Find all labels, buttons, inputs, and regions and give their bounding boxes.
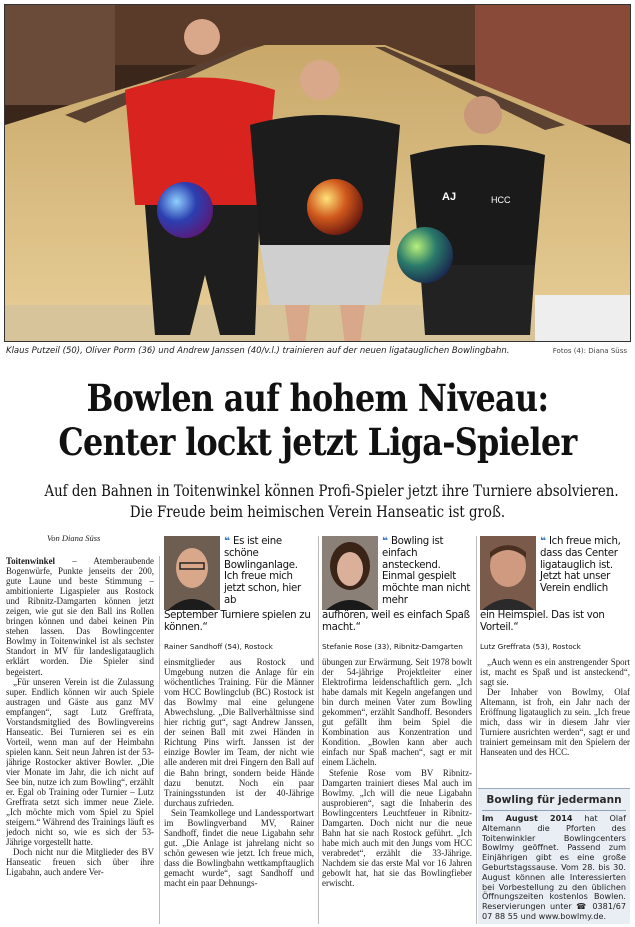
voxpop-name: Lutz Greffrata (53), Rostock — [480, 642, 581, 651]
lead-place: Toitenwinkel — [6, 556, 55, 566]
paragraph: „Auch wenn es ein anstrengender Sport ist, macht es Spaß und ist ansteckend“, sagt sie. — [480, 657, 630, 688]
paragraph: einsmitglieder aus Rostock und Umgebung nutzen die Anlage für ein wöchentliches Training. Für die Männer vom HCC Bowlingclub (BC) Rostock ist das Bowlmy mal eine gelungene Abwechslung. „Die Ballverhältnisse sind hier richtig gut“, sagt Andrew Janssen, der seinen Ball mit zwei Händen in Richtung Pins wirft. Janssen ist der einzige Bowler im Team, der nicht wie alle anderen mit drei Fingern den Ball auf die Bahn bringt, sondern beide Hände dazu benutzt. Noch ein paar Trainingsstunden ist der 40-Jährige durchaus zufrieden. — [164, 657, 314, 808]
voxpop-quote-tail: ein Heimspiel. Das ist von Vorteil.“ — [480, 610, 605, 633]
voxpop-quote — [224, 536, 314, 607]
paragraph: Stefenie Rose vom BV Ribnitz-Damgarten trainiert dieses Mal auch im Bowlmy. „Ich will die neue Ligabahn ausprobieren“, sagt die Inhaberin des Bowlingcenters Leuchtfeuer in Ribnitz-Damgarten. Doch nicht nur die neue Bahn hat sie nach Rostock geführt. „Ich habe mich auch mit den Jungs vom HCC verabredet“, erzählt die 33-Jährige. Nachdem sie das erste Mal vor 16 Jahren gebowlt hat, hat sie das Bowlingfieber erwischt. — [322, 767, 472, 889]
headline-line-1: Bowlen auf hohem Niveau: — [86, 376, 549, 420]
paragraph: Doch nicht nur die Mitglieder des BV Hanseatic freuen sich über ihre Ligabahn, auch andere Ver- — [6, 847, 154, 878]
bowling-alley-illustration — [5, 5, 631, 342]
shirt-logo-text: HCC — [491, 195, 511, 205]
quote-mark-icon: ❝ — [224, 536, 233, 547]
paragraph: Der Inhaber von Bowlmy, Olaf Altemann, ist froh, ein Jahr nach der Eröffnung ligatauglich zu sein. „Ich freue mich, dass wir in diesem Jahr vier Turniere ausrichten werden“, sagt er und trainiert gemeinsam mit den Spielern der Hanseaten und des HCC. — [480, 687, 630, 758]
voxpop-3 — [480, 536, 630, 654]
info-box-body: hat Olaf Altemann die Pforten des Toitenwinkler Bowlingcenters Bowlmy geöffnet. Passend zum Einjährigen gibt es eine große Geburtstagssause. Vom 28. bis 30. August können alle Interessierten bei Vorbestellung zu den üblichen Öffnungszeiten kostenlos Bowlen. Reservierungen unter ☎ 0381/67 07 88 55 und www.bowlmy.de. — [482, 813, 626, 921]
portrait-photo — [164, 536, 220, 610]
article-photo — [4, 4, 631, 342]
info-box-divider — [482, 810, 626, 811]
voxpop-name: Rainer Sandhoff (54), Rostock — [164, 642, 273, 651]
voxpop-2 — [322, 536, 472, 654]
quote-mark-icon: ❝ — [540, 536, 549, 547]
paragraph: übungen zur Erwärmung. Seit 1978 bowlt der 54-jährige Projektleiter einer Elektrofirma leidenschaftlich gern. „Ich habe damals mit Kegeln angefangen und bin durch meinen Vater zum Bowling gekommen“, erzählt Sandhoff. Besonders gut gefällt ihm beim Spiel die Kombination aus Konzentration und Kondition. „Bowlen kann aber auch einfach nur Spaß machen“, sagt er mit einem Lächeln. — [322, 657, 472, 768]
article-column-2 — [164, 657, 314, 924]
voxpop-quote-text: Es ist eine schöne Bowlinganlage. Ich freue mich jetzt schon, hier ab — [224, 536, 301, 606]
info-box-text — [482, 814, 626, 922]
article-column-4 — [480, 657, 630, 785]
voxpop-quote-text: Ich freue mich, dass das Center ligatauglich ist. Jetzt hat unser Verein endlich — [540, 536, 621, 595]
portrait-illustration — [164, 536, 220, 610]
paragraph: „Für unseren Verein ist die Zulassung super. Endlich können wir auch Spiele austragen und Gäste aus ganz MV empfangen“, sagt Lutz Greffrata, Vorstandsmitglied des Bowlingvereins Hanseatic. Bei Turnieren sei es ein Vorteil, wenn man auf der Heimbahn spielen kann. Seit neun Jahren ist der 53-jährige Rostocker aktiver Bowler. „Die vier Monate im Jahr, die ich nicht auf See bin, nutze ich zum Bowling“, erzählt er. Egal ob Training oder Turnier – Lutz Greffrata setzt sich immer neue Ziele. „Ich möchte mich vom Spiel zu Spiel steigern.“ Während des Trainings läuft es jedoch nicht so, wie es sich der 53-Jährige vorgestellt hatte. — [6, 676, 154, 848]
voxpop-quote — [540, 536, 630, 595]
paragraph: Sein Teamkollege und Landessportwart im Bowlingverband MV, Rainer Sandhoff, findet die neue Ligabahn sehr gut. „Die Anlage ist jahrelang nicht so schön gewesen wie jetzt. Ich freue mich, dass die Bowlingbahn wettkampftauglich gemacht wurde“, sagt Sandhoff und macht ein paar Dehnungs- — [164, 807, 314, 889]
quote-mark-icon: ❝ — [382, 536, 391, 547]
column-divider — [318, 536, 319, 924]
paragraph-text: – Atemberaubende Bogenwürfe, Punkte jenseits der 200, gute Laune und beste Stimmung – ambitionierte Ligaspieler aus Rostock und Ribnitz-Damgarten können jetzt zeigen, wie gut sie den Ball ins Rollen bringen können und dabei keinen Pin stehen lassen. Das Bowlingcenter Bowlmy in Toitenwinkel ist als sechster Standort in MV für landesligatauglich erklärt worden. Die Spieler sind begeistert. — [6, 556, 154, 677]
article-column-1 — [6, 556, 154, 924]
voxpop-1 — [164, 536, 314, 654]
portrait-illustration — [480, 536, 536, 610]
byline: Von Diana Süss — [47, 533, 101, 543]
voxpop-quote — [382, 536, 472, 607]
deck-line-2: Die Freude beim heimischen Verein Hanseatic ist groß. — [129, 503, 506, 521]
info-box — [478, 788, 630, 924]
shirt-initials: AJ — [442, 191, 457, 203]
portrait-photo — [480, 536, 536, 610]
voxpop-quote-text: Bowling ist einfach ansteckend. Einmal gespielt möchte man nicht mehr — [382, 536, 471, 606]
column-divider — [159, 556, 160, 924]
voxpop-quote-tail: September Turniere spielen zu können.“ — [164, 610, 311, 633]
voxpop-name: Stefanie Rose (33), Ribnitz-Damgarten — [322, 642, 463, 651]
photo-caption: Klaus Putzeil (50), Oliver Porm (36) und Andrew Janssen (40/v.l.) trainieren auf der neuen ligatauglichen Bowlingbahn. — [6, 346, 510, 356]
headline-line-2: Center lockt jetzt Liga-Spieler — [58, 420, 577, 464]
deck-line-1: Auf den Bahnen in Toitenwinkel können Profi-Spieler jetzt ihre Turniere absolvieren. — [44, 482, 619, 500]
portrait-illustration — [322, 536, 378, 610]
article-column-3 — [322, 657, 472, 924]
info-box-title: Bowling für jedermann — [486, 794, 622, 806]
photo-credit: Fotos (4): Diana Süss — [552, 347, 627, 355]
column-divider — [476, 536, 477, 924]
info-box-lead: Im August 2014 — [482, 813, 573, 823]
portrait-photo — [322, 536, 378, 610]
paragraph — [6, 556, 154, 677]
voxpop-quote-tail: aufhören, weil es einfach Spaß macht.“ — [322, 610, 470, 633]
